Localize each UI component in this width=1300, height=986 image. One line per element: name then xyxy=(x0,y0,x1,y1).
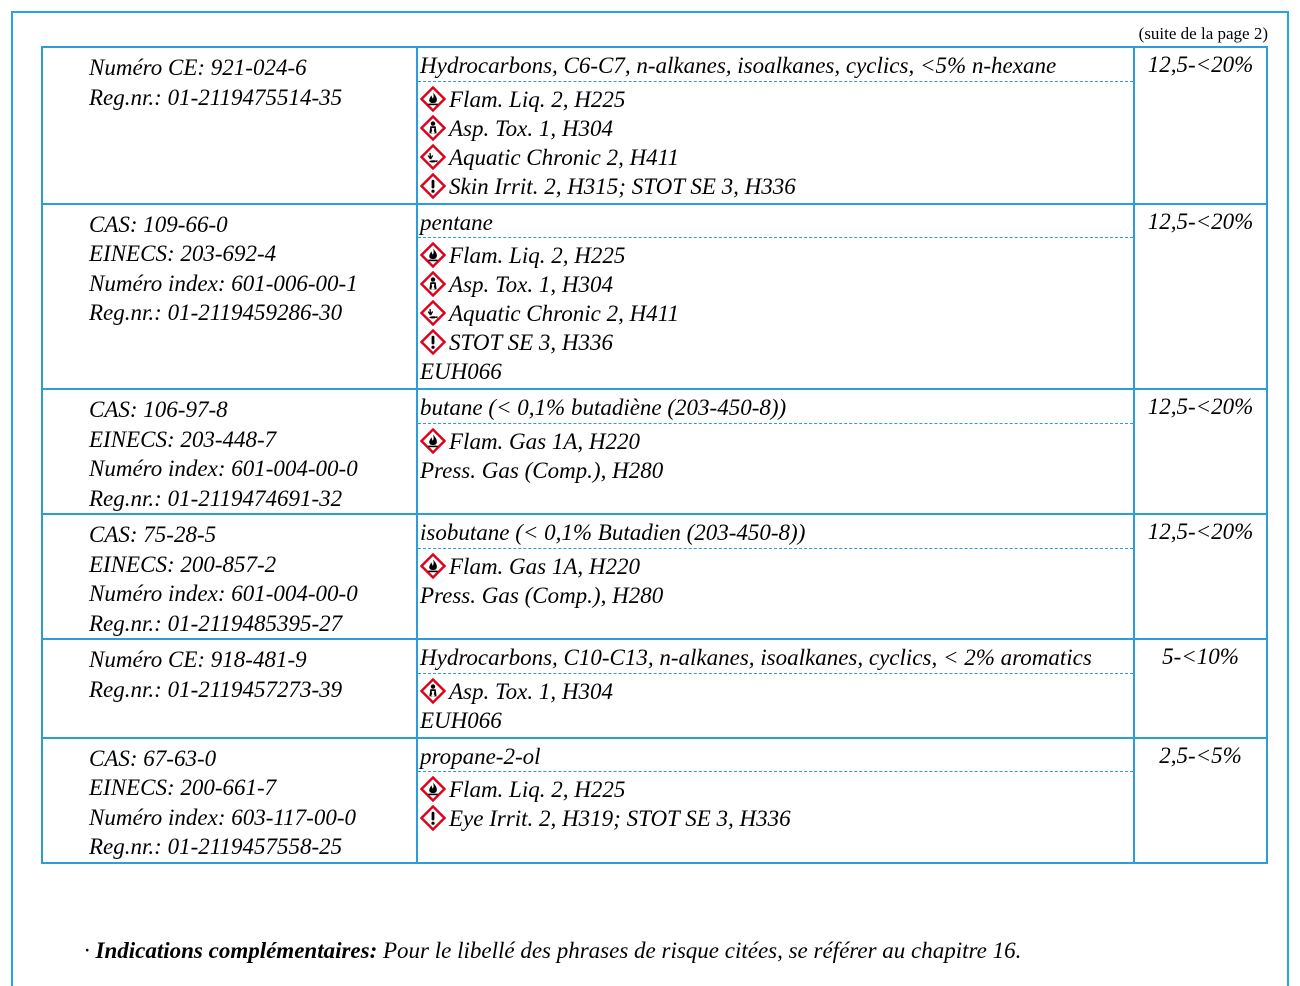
exclamation-pictogram-icon xyxy=(420,173,446,199)
hazard-text: STOT SE 3, H336 xyxy=(449,330,614,355)
footer-label: Indications complémentaires: xyxy=(95,938,378,963)
concentration-cell: 12,5-<20% xyxy=(1134,514,1267,639)
additional-info xyxy=(84,938,1021,964)
hazard-list xyxy=(418,549,1133,612)
flame-pictogram-icon xyxy=(420,553,446,579)
hazard-text: Flam. Liq. 2, H225 xyxy=(449,777,626,802)
hazard-classification xyxy=(420,775,1133,804)
hazard-text: Eye Irrit. 2, H319; STOT SE 3, H336 xyxy=(449,806,791,831)
table-row xyxy=(42,738,1267,863)
concentration-cell: 2,5-<5% xyxy=(1134,738,1267,863)
hazard-classification xyxy=(420,706,1133,735)
exclamation-pictogram-icon xyxy=(420,329,446,355)
identifiers-cell xyxy=(42,204,417,390)
hazard-list xyxy=(418,82,1133,203)
hazard-classification xyxy=(420,85,1133,114)
substance-name: Hydrocarbons, C6-C7, n-alkanes, isoalkanes, cyclics, <5% n-hexane xyxy=(418,48,1133,82)
footer-text: Pour le libellé des phrases de risque citées, se référer au chapitre 16. xyxy=(377,938,1022,963)
identifiers-cell xyxy=(42,47,417,204)
identifier-line: Reg.nr.: 01-2119457273-39 xyxy=(89,676,343,702)
hazard-text: Skin Irrit. 2, H315; STOT SE 3, H336 xyxy=(449,173,796,199)
identifier-line: CAS: 109-66-0 xyxy=(89,211,228,237)
hazard-text: EUH066 xyxy=(420,707,502,733)
hazard-list xyxy=(418,424,1133,487)
identifiers-cell xyxy=(42,639,417,738)
identifier-line: Numéro index: 603-117-00-0 xyxy=(89,804,356,830)
identifier-line: Numéro index: 601-004-00-0 xyxy=(89,456,358,481)
identifier-line: Reg.nr.: 01-2119485395-27 xyxy=(89,610,343,636)
identifier-line: EINECS: 200-857-2 xyxy=(89,551,277,577)
environment-pictogram-icon xyxy=(420,144,446,170)
identifiers-cell xyxy=(42,738,417,863)
concentration-cell: 12,5-<20% xyxy=(1134,47,1267,204)
hazard-classification xyxy=(420,552,1133,581)
identifier-line: Numéro CE: 918-481-9 xyxy=(89,647,307,672)
hazard-text: Asp. Tox. 1, H304 xyxy=(449,678,613,704)
identifier-line: Numéro index: 601-004-00-0 xyxy=(89,581,358,606)
identifier-line: EINECS: 203-448-7 xyxy=(89,426,277,452)
hazard-classification xyxy=(420,299,1133,328)
substance-name: propane-2-ol xyxy=(418,739,1133,773)
hazard-list xyxy=(418,674,1133,737)
substance-cell xyxy=(417,514,1134,639)
exclamation-pictogram-icon xyxy=(420,805,446,831)
hazard-text: Flam. Liq. 2, H225 xyxy=(449,243,626,268)
substance-name: isobutane (< 0,1% Butadien (203-450-8)) xyxy=(418,515,1133,549)
table-row xyxy=(42,639,1267,738)
substance-name: Hydrocarbons, C10-C13, n-alkanes, isoalkanes, cyclics, < 2% aromatics xyxy=(418,640,1133,674)
composition-table xyxy=(41,46,1268,864)
hazard-text: EUH066 xyxy=(420,359,502,384)
hazard-classification xyxy=(420,804,1133,833)
substance-cell xyxy=(417,389,1134,514)
hazard-classification xyxy=(420,172,1133,201)
environment-pictogram-icon xyxy=(420,300,446,326)
table-row xyxy=(42,47,1267,204)
health-hazard-pictogram-icon xyxy=(420,115,446,141)
hazard-text: Asp. Tox. 1, H304 xyxy=(449,272,613,297)
hazard-text: Aquatic Chronic 2, H411 xyxy=(449,301,679,326)
flame-pictogram-icon xyxy=(420,86,446,112)
hazard-text: Flam. Gas 1A, H220 xyxy=(449,428,641,454)
flame-pictogram-icon xyxy=(420,776,446,802)
identifiers-cell xyxy=(42,389,417,514)
hazard-text: Flam. Gas 1A, H220 xyxy=(449,553,641,579)
identifier-line: CAS: 106-97-8 xyxy=(89,397,228,422)
hazard-text: Flam. Liq. 2, H225 xyxy=(449,86,626,112)
substance-cell xyxy=(417,738,1134,863)
identifier-line: Reg.nr.: 01-2119474691-32 xyxy=(89,485,343,511)
hazard-classification xyxy=(420,581,1133,610)
hazard-classification xyxy=(420,456,1133,485)
hazard-text: Press. Gas (Comp.), H280 xyxy=(420,582,664,608)
continuation-note: (suite de la page 2) xyxy=(1138,24,1268,43)
table-row xyxy=(42,389,1267,514)
substance-cell xyxy=(417,204,1134,390)
flame-pictogram-icon xyxy=(420,242,446,268)
identifier-line: CAS: 67-63-0 xyxy=(89,745,217,771)
hazard-list xyxy=(418,772,1133,835)
hazard-classification xyxy=(420,427,1133,456)
hazard-classification xyxy=(420,328,1133,357)
identifiers-cell xyxy=(42,514,417,639)
hazard-text: Press. Gas (Comp.), H280 xyxy=(420,457,664,483)
identifier-line: Numéro index: 601-006-00-1 xyxy=(89,270,358,296)
hazard-list xyxy=(418,238,1133,388)
hazard-classification xyxy=(420,114,1133,143)
table-row xyxy=(42,514,1267,639)
footer-prefix: · xyxy=(84,938,96,963)
concentration-cell: 12,5-<20% xyxy=(1134,204,1267,390)
substance-cell xyxy=(417,639,1134,738)
identifier-line: Reg.nr.: 01-2119457558-25 xyxy=(89,834,343,859)
substance-name: butane (< 0,1% butadiène (203-450-8)) xyxy=(418,390,1133,424)
identifier-line: CAS: 75-28-5 xyxy=(89,522,217,547)
health-hazard-pictogram-icon xyxy=(420,678,446,704)
concentration-cell: 5-<10% xyxy=(1134,639,1267,738)
hazard-classification xyxy=(420,357,1133,386)
health-hazard-pictogram-icon xyxy=(420,271,446,297)
substance-name: pentane xyxy=(418,205,1133,239)
hazard-classification xyxy=(420,241,1133,270)
concentration-cell: 12,5-<20% xyxy=(1134,389,1267,514)
identifier-line: Reg.nr.: 01-2119475514-35 xyxy=(89,84,343,110)
identifier-line: Numéro CE: 921-024-6 xyxy=(89,55,307,80)
table-row xyxy=(42,204,1267,390)
flame-pictogram-icon xyxy=(420,428,446,454)
hazard-text: Aquatic Chronic 2, H411 xyxy=(449,144,679,170)
hazard-classification xyxy=(420,143,1133,172)
substance-cell xyxy=(417,47,1134,204)
identifier-line: EINECS: 203-692-4 xyxy=(89,241,277,266)
hazard-classification xyxy=(420,677,1133,706)
identifier-line: EINECS: 200-661-7 xyxy=(89,775,277,800)
identifier-line: Reg.nr.: 01-2119459286-30 xyxy=(89,300,343,325)
hazard-text: Asp. Tox. 1, H304 xyxy=(449,115,613,141)
hazard-classification xyxy=(420,270,1133,299)
